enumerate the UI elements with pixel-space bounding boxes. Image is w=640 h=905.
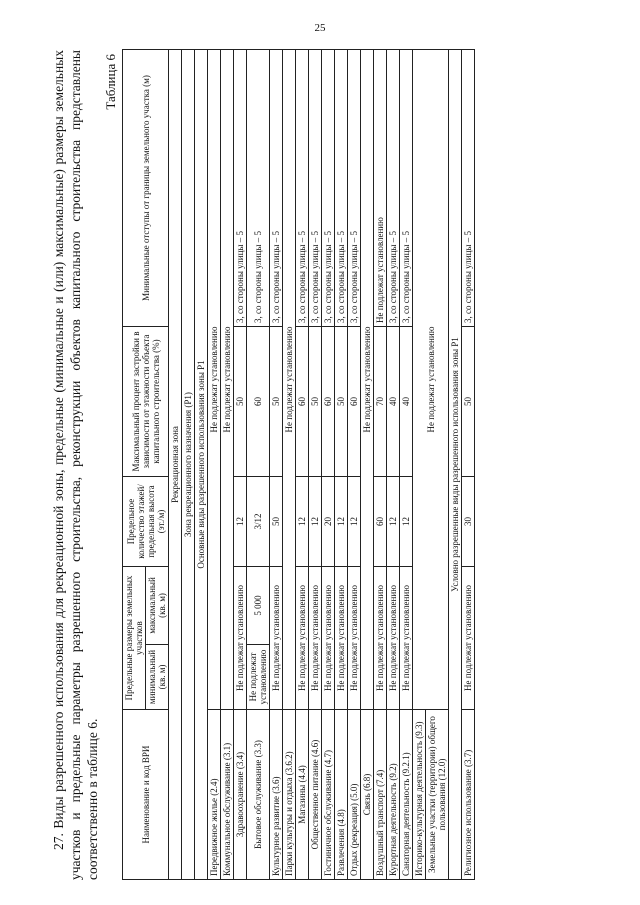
row-coverage: 60: [247, 327, 270, 477]
row-plot-size: Не подлежат установлению: [374, 567, 387, 710]
row-plot-size: Не подлежат установлению: [309, 567, 322, 710]
rotated-page-content: [50, 50, 575, 880]
row-name: Бытовое обслуживание (3.3): [247, 710, 270, 880]
table-row: [247, 50, 270, 880]
row-name: Санаторная деятельность (9.2.1): [400, 710, 413, 880]
row-setback: 3, со стороны улицы – 5: [322, 50, 335, 327]
table-row: [387, 50, 400, 880]
row-coverage: 70: [374, 327, 387, 477]
row-name: Общественное питание (4.6): [309, 710, 322, 880]
row-max: 5 000: [247, 567, 270, 645]
row-plot-size: Не подлежат установлению: [234, 567, 247, 710]
row-floors: 60: [374, 477, 387, 567]
row-plot-size: Не подлежат установлению: [335, 567, 348, 710]
header-floors: Предельное количество этажей/предельная высота (эт./м): [123, 477, 169, 567]
row-floors: 12: [234, 477, 247, 567]
row-name: Парки культуры и отдыха (3.6.2): [283, 710, 296, 880]
row-setback: 3, со стороны улицы – 5: [247, 50, 270, 327]
row-floors: 12: [400, 477, 413, 567]
row-name: Связь (6.8): [361, 710, 374, 880]
row-coverage: 50: [462, 327, 475, 477]
row-name: Воздушный транспорт (7.4): [374, 710, 387, 880]
header-min: минимальный (кв. м): [146, 645, 169, 710]
header-name: Наименование и код ВРИ: [123, 710, 169, 880]
row-coverage: 40: [387, 327, 400, 477]
row-name: Коммунальное обслуживание (3.1): [221, 710, 234, 880]
row-setback: 3, со стороны улицы – 5: [400, 50, 413, 327]
row-name: Гостиничное обслуживание (4.7): [322, 710, 335, 880]
row-floors: 20: [322, 477, 335, 567]
zone-name-row: Зона рекреационного назначения (Р1): [182, 50, 195, 880]
row-setback: Не подлежат установлению: [374, 50, 387, 327]
row-plot-size: Не подлежат установлению: [400, 567, 413, 710]
row-name: Магазины (4.4): [296, 710, 309, 880]
row-floors: 50: [270, 477, 283, 567]
conditional-uses-row: Условно разрешенные виды разрешенного использования зоны Р1: [449, 50, 462, 880]
row-plot-size: Не подлежат установлению: [462, 567, 475, 710]
not-set-cell: Не подлежат установлению: [283, 50, 296, 710]
row-setback: 3, со стороны улицы – 5: [296, 50, 309, 327]
row-coverage: 60: [348, 327, 361, 477]
row-coverage: 40: [400, 327, 413, 477]
header-setback: Минимальные отступы от границы земельного участка (м): [123, 50, 169, 327]
row-plot-size: Не подлежат установлению: [270, 567, 283, 710]
table-row: [413, 50, 426, 880]
row-name: Курортная деятельность (9.2): [387, 710, 400, 880]
row-coverage: 50: [309, 327, 322, 477]
row-coverage: 60: [322, 327, 335, 477]
table-row: [283, 50, 296, 880]
row-min: Не подлежат установлению: [247, 645, 270, 710]
row-name: Развлечения (4.8): [335, 710, 348, 880]
row-setback: 3, со стороны улицы – 5: [387, 50, 400, 327]
not-set-cell: Не подлежат установлению: [221, 50, 234, 710]
row-floors: 12: [387, 477, 400, 567]
row-setback: 3, со стороны улицы – 5: [335, 50, 348, 327]
row-plot-size: Не подлежат установлению: [296, 567, 309, 710]
row-name: Земельные участки (территории) общего пользования (12.0): [426, 710, 449, 880]
header-plot-sizes: Предельные размеры земельных участков: [123, 567, 146, 710]
not-set-cell: Не подлежат установлению: [208, 50, 221, 710]
row-floors: 12: [335, 477, 348, 567]
section-heading: 27. Виды разрешенного использования для рекреационной зоны, предельные (минимальные и (или) максимальные) размеры земельных участков и предельные параметры разрешенного строительства, реконструкции объектов капитального строительства представлены соответственно в таблице 6.: [51, 50, 100, 880]
table-row: [309, 50, 322, 880]
table-row: [361, 50, 374, 880]
table-row: [234, 50, 247, 880]
row-floors: 12: [309, 477, 322, 567]
row-name: Историко-культурная деятельность (9.3): [413, 710, 426, 880]
row-plot-size: Не подлежат установлению: [387, 567, 400, 710]
row-plot-size: Не подлежат установлению: [348, 567, 361, 710]
not-set-cell: Не подлежат установлению: [361, 50, 374, 710]
row-floors: 3/12: [247, 477, 270, 567]
header-max: максимальный (кв. м): [146, 567, 169, 645]
table-row: [400, 50, 413, 880]
zoning-table: [122, 49, 475, 880]
row-name: Здравоохранение (3.4): [234, 710, 247, 880]
page-number: 25: [314, 22, 326, 34]
header-coverage: Максимальный процент застройки в зависимости от этажности объекта капитального строительства (%): [123, 327, 169, 477]
row-coverage: 50: [335, 327, 348, 477]
table-row: [221, 50, 234, 880]
row-setback: 3, со стороны улицы – 5: [462, 50, 475, 327]
zone-type-row: Рекреационная зона: [169, 50, 182, 880]
row-plot-size: Не подлежат установлению: [322, 567, 335, 710]
row-coverage: 60: [296, 327, 309, 477]
row-coverage: 50: [270, 327, 283, 477]
row-name: Религиозное использование (3.7): [462, 710, 475, 880]
row-name: Культурное развитие (3.6): [270, 710, 283, 880]
row-name: Передвижное жилье (2.4): [208, 710, 221, 880]
main-uses-row: Основные виды разрешенного использования зоны Р1: [195, 50, 208, 880]
table-row: [374, 50, 387, 880]
row-floors: 12: [348, 477, 361, 567]
table-row: [348, 50, 361, 880]
table-row: [462, 50, 475, 880]
table-row: [208, 50, 221, 880]
table-row: [270, 50, 283, 880]
not-set-cell: Не подлежат установлению: [413, 50, 449, 710]
row-setback: 3, со стороны улицы – 5: [309, 50, 322, 327]
row-name: Отдых (рекреация) (5.0): [348, 710, 361, 880]
table-caption: Таблица 6: [103, 54, 118, 110]
table-row: [335, 50, 348, 880]
row-floors: 12: [296, 477, 309, 567]
row-coverage: 50: [234, 327, 247, 477]
table-row: [322, 50, 335, 880]
table-row: [296, 50, 309, 880]
row-floors: 30: [462, 477, 475, 567]
row-setback: 3, со стороны улицы – 5: [270, 50, 283, 327]
row-setback: 3, со стороны улицы – 5: [348, 50, 361, 327]
table-header-row: [123, 50, 146, 880]
row-setback: 3, со стороны улицы – 5: [234, 50, 247, 327]
